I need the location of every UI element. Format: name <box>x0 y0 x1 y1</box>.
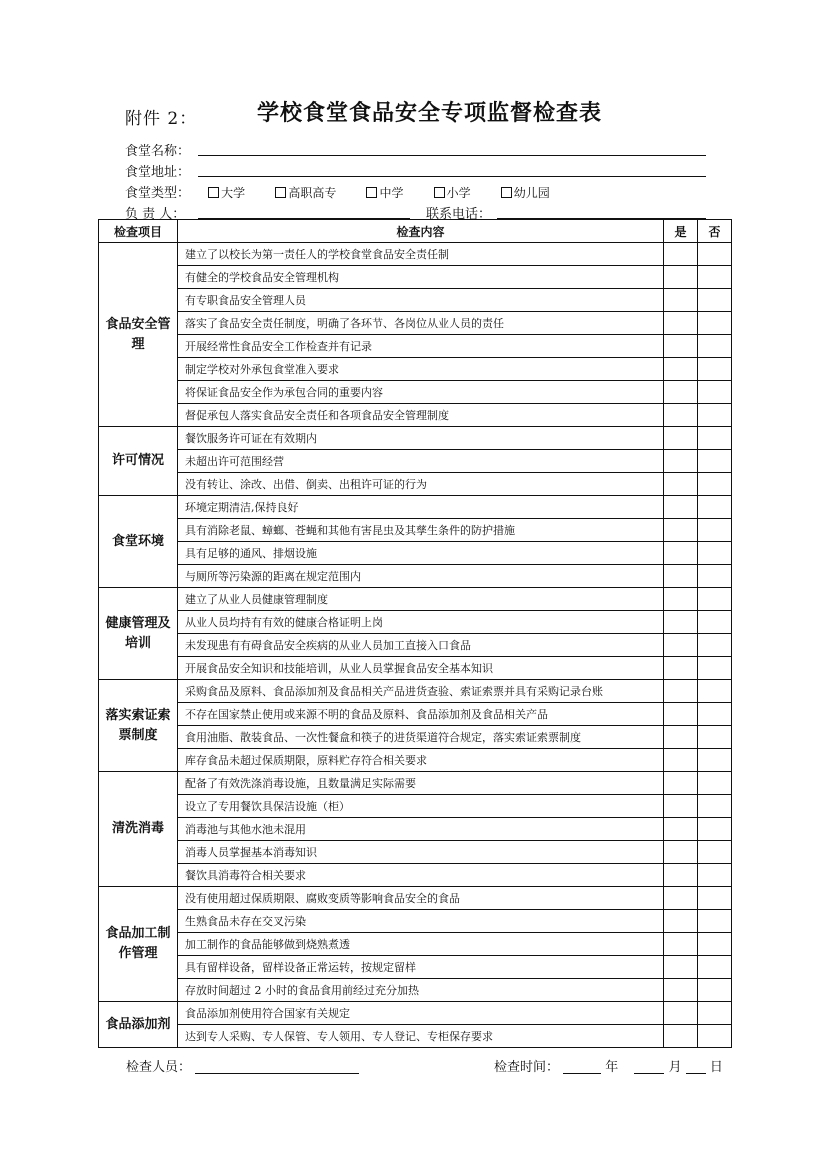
check-item: 存放时间超过 2 小时的食品食用前经过充分加热 <box>178 979 664 1002</box>
type-option-university[interactable]: 大学 <box>208 184 245 201</box>
yes-cell[interactable] <box>664 979 698 1002</box>
category-label: 食品添加剂 <box>105 1016 171 1032</box>
category-label: 食品加工制作管理 <box>105 926 171 961</box>
check-item: 食用油脂、散装食品、一次性餐盒和筷子的进货渠道符合规定，落实索证索票制度 <box>178 726 664 749</box>
no-cell[interactable] <box>698 335 732 358</box>
no-cell[interactable] <box>698 358 732 381</box>
phone-label: 联系电话： <box>426 207 492 222</box>
no-cell[interactable] <box>698 749 732 772</box>
check-item: 配备了有效洗涤消毒设施，且数量满足实际需要 <box>178 772 664 795</box>
table-row <box>99 519 732 542</box>
no-cell[interactable] <box>698 933 732 956</box>
table-row <box>99 266 732 289</box>
no-cell[interactable] <box>698 519 732 542</box>
yes-cell[interactable] <box>664 473 698 496</box>
check-item: 没有使用超过保质期限、腐败变质等影响食品安全的食品 <box>178 887 664 910</box>
month-field[interactable] <box>634 1059 664 1074</box>
yes-cell[interactable] <box>664 496 698 519</box>
yes-cell[interactable] <box>664 634 698 657</box>
check-item: 有专职食品安全管理人员 <box>178 289 664 312</box>
check-item: 落实了食品安全责任制度，明确了各环节、各岗位从业人员的责任 <box>178 312 664 335</box>
check-item: 从业人员均持有有效的健康合格证明上岗 <box>178 611 664 634</box>
check-item: 设立了专用餐饮具保洁设施（柜） <box>178 795 664 818</box>
check-item: 不存在国家禁止使用或来源不明的食品及原料、食品添加剂及食品相关产品 <box>178 703 664 726</box>
phone-field[interactable] <box>497 204 706 219</box>
person-label: 负 责 人： <box>125 207 186 222</box>
category-cell <box>99 588 178 680</box>
yes-cell[interactable] <box>664 335 698 358</box>
check-item: 开展食品安全知识和技能培训，从业人员掌握食品安全基本知识 <box>178 657 664 680</box>
category-label: 食堂环境 <box>111 533 164 549</box>
no-cell[interactable] <box>698 450 732 473</box>
table-row <box>99 795 732 818</box>
check-item: 建立了从业人员健康管理制度 <box>178 588 664 611</box>
attachment-label: 附件 2： <box>125 109 198 129</box>
checkbox-icon <box>501 187 512 198</box>
no-cell[interactable] <box>698 542 732 565</box>
person-field[interactable] <box>198 204 410 219</box>
table-row <box>99 565 732 588</box>
no-cell[interactable] <box>698 910 732 933</box>
no-cell[interactable] <box>698 565 732 588</box>
table-row <box>99 1025 732 1048</box>
checkbox-icon <box>208 187 219 198</box>
table-row <box>99 450 732 473</box>
check-item: 采购食品及原料、食品添加剂及食品相关产品进货查验、索证索票并具有采购记录台账 <box>178 680 664 703</box>
check-item: 消毒池与其他水池未混用 <box>178 818 664 841</box>
table-row <box>99 680 732 703</box>
table-row <box>99 473 732 496</box>
no-cell[interactable] <box>698 1002 732 1025</box>
no-cell[interactable] <box>698 726 732 749</box>
header-yes: 是 <box>664 220 698 243</box>
yes-cell[interactable] <box>664 450 698 473</box>
no-cell[interactable] <box>698 956 732 979</box>
no-cell[interactable] <box>698 864 732 887</box>
check-item: 加工制作的食品能够做到烧熟煮透 <box>178 933 664 956</box>
year-field[interactable] <box>563 1059 601 1074</box>
table-row <box>99 404 732 427</box>
yes-cell[interactable] <box>664 565 698 588</box>
check-item: 建立了以校长为第一责任人的学校食堂食品安全责任制 <box>178 243 664 266</box>
table-row <box>99 427 732 450</box>
table-row <box>99 657 732 680</box>
check-item: 未发现患有有碍食品安全疾病的从业人员加工直接入口食品 <box>178 634 664 657</box>
no-cell[interactable] <box>698 680 732 703</box>
table-row <box>99 956 732 979</box>
yes-cell[interactable] <box>664 795 698 818</box>
table-row <box>99 312 732 335</box>
checkbox-icon <box>275 187 286 198</box>
table-row <box>99 749 732 772</box>
no-cell[interactable] <box>698 289 732 312</box>
inspection-time-row <box>494 1056 723 1075</box>
year-label: 年 <box>605 1060 619 1075</box>
no-cell[interactable] <box>698 818 732 841</box>
category-cell <box>99 887 178 1002</box>
yes-cell[interactable] <box>664 703 698 726</box>
category-label: 落实索证索票制度 <box>105 707 171 743</box>
yes-cell[interactable] <box>664 358 698 381</box>
table-row <box>99 588 732 611</box>
table-row <box>99 335 732 358</box>
yes-cell[interactable] <box>664 519 698 542</box>
table-row <box>99 841 732 864</box>
yes-cell[interactable] <box>664 841 698 864</box>
no-cell[interactable] <box>698 243 732 266</box>
yes-cell[interactable] <box>664 749 698 772</box>
check-item: 生熟食品未存在交叉污染 <box>178 910 664 933</box>
yes-cell[interactable] <box>664 864 698 887</box>
yes-cell[interactable] <box>664 266 698 289</box>
checkbox-icon <box>434 187 445 198</box>
no-cell[interactable] <box>698 473 732 496</box>
category-cell <box>99 680 178 772</box>
table-row <box>99 634 732 657</box>
check-item: 消毒人员掌握基本消毒知识 <box>178 841 664 864</box>
category-label: 食品安全管理 <box>105 316 171 352</box>
yes-cell[interactable] <box>664 818 698 841</box>
type-option-kindergarten[interactable]: 幼儿园 <box>501 184 550 201</box>
inspector-row <box>126 1056 359 1075</box>
no-cell[interactable] <box>698 772 732 795</box>
table-row <box>99 542 732 565</box>
table-header-row <box>99 220 732 243</box>
time-label: 检查时间： <box>494 1060 560 1075</box>
canteen-type-label: 食堂类型： <box>125 186 191 201</box>
no-cell[interactable] <box>698 979 732 1002</box>
check-item: 餐饮服务许可证在有效期内 <box>178 427 664 450</box>
check-item: 具有留样设备，留样设备正常运转，按规定留样 <box>178 956 664 979</box>
no-cell[interactable] <box>698 427 732 450</box>
yes-cell[interactable] <box>664 312 698 335</box>
yes-cell[interactable] <box>664 680 698 703</box>
yes-cell[interactable] <box>664 243 698 266</box>
yes-cell[interactable] <box>664 542 698 565</box>
no-cell[interactable] <box>698 404 732 427</box>
check-item: 制定学校对外承包食堂准入要求 <box>178 358 664 381</box>
table-row <box>99 864 732 887</box>
table-row <box>99 1002 732 1025</box>
yes-cell[interactable] <box>664 289 698 312</box>
yes-cell[interactable] <box>664 956 698 979</box>
table-row <box>99 381 732 404</box>
day-label: 日 <box>709 1060 723 1075</box>
category-cell <box>99 496 178 588</box>
check-item: 未超出许可范围经营 <box>178 450 664 473</box>
yes-cell[interactable] <box>664 1002 698 1025</box>
no-cell[interactable] <box>698 795 732 818</box>
category-label: 健康管理及培训 <box>105 615 171 651</box>
no-cell[interactable] <box>698 266 732 289</box>
no-cell[interactable] <box>698 657 732 680</box>
no-cell[interactable] <box>698 841 732 864</box>
check-item: 达到专人采购、专人保管、专人领用、专人登记、专柜保存要求 <box>178 1025 664 1048</box>
yes-cell[interactable] <box>664 588 698 611</box>
day-field[interactable] <box>686 1059 706 1074</box>
no-cell[interactable] <box>698 312 732 335</box>
check-item: 督促承包人落实食品安全责任和各项食品安全管理制度 <box>178 404 664 427</box>
table-row <box>99 772 732 795</box>
table-row <box>99 818 732 841</box>
check-item: 有健全的学校食品安全管理机构 <box>178 266 664 289</box>
canteen-name-label: 食堂名称： <box>125 144 191 159</box>
no-cell[interactable] <box>698 1025 732 1048</box>
table-row <box>99 910 732 933</box>
yes-cell[interactable] <box>664 910 698 933</box>
header-content: 检查内容 <box>178 220 664 243</box>
no-cell[interactable] <box>698 381 732 404</box>
yes-cell[interactable] <box>664 381 698 404</box>
no-cell[interactable] <box>698 496 732 519</box>
yes-cell[interactable] <box>664 657 698 680</box>
yes-cell[interactable] <box>664 611 698 634</box>
canteen-name-field[interactable] <box>198 141 706 156</box>
canteen-type-row <box>125 182 576 201</box>
yes-cell[interactable] <box>664 404 698 427</box>
canteen-address-row <box>125 161 190 180</box>
check-item: 具有足够的通风、排烟设施 <box>178 542 664 565</box>
canteen-address-label: 食堂地址： <box>125 165 191 180</box>
yes-cell[interactable] <box>664 772 698 795</box>
check-item: 与厕所等污染源的距离在规定范围内 <box>178 565 664 588</box>
category-cell <box>99 1002 178 1048</box>
category-label: 清洗消毒 <box>111 821 164 836</box>
check-item: 环境定期清洁,保持良好 <box>178 496 664 519</box>
table-row <box>99 611 732 634</box>
inspector-label: 检查人员： <box>126 1060 192 1075</box>
header-no: 否 <box>698 220 732 243</box>
check-item: 餐饮具消毒符合相关要求 <box>178 864 664 887</box>
canteen-name-row <box>125 140 190 159</box>
header <box>125 96 725 132</box>
table-row <box>99 979 732 1002</box>
no-cell[interactable] <box>698 703 732 726</box>
check-item: 将保证食品安全作为承包合同的重要内容 <box>178 381 664 404</box>
yes-cell[interactable] <box>664 887 698 910</box>
table-row <box>99 703 732 726</box>
yes-cell[interactable] <box>664 726 698 749</box>
table-row <box>99 243 732 266</box>
check-item: 库存食品未超过保质期限，原料贮存符合相关要求 <box>178 749 664 772</box>
yes-cell[interactable] <box>664 427 698 450</box>
type-option-middle-school[interactable]: 中学 <box>366 184 403 201</box>
inspector-field[interactable] <box>195 1059 359 1074</box>
no-cell[interactable] <box>698 611 732 634</box>
type-option-primary-school[interactable]: 小学 <box>434 184 471 201</box>
table-row <box>99 726 732 749</box>
header-category: 检查项目 <box>99 220 178 243</box>
yes-cell[interactable] <box>664 933 698 956</box>
check-item: 具有消除老鼠、蟑螂、苍蝇和其他有害昆虫及其孳生条件的防护措施 <box>178 519 664 542</box>
table-row <box>99 496 732 519</box>
checkbox-icon <box>366 187 377 198</box>
table-row <box>99 933 732 956</box>
category-cell <box>99 427 178 496</box>
table-row <box>99 358 732 381</box>
check-item: 没有转让、涂改、出借、倒卖、出租许可证的行为 <box>178 473 664 496</box>
check-item: 食品添加剂使用符合国家有关规定 <box>178 1002 664 1025</box>
type-option-vocational[interactable]: 高职高专 <box>275 184 336 201</box>
month-label: 月 <box>668 1060 682 1075</box>
no-cell[interactable] <box>698 887 732 910</box>
category-cell <box>99 772 178 887</box>
no-cell[interactable] <box>698 634 732 657</box>
page-title: 学校食堂食品安全专项监督检查表 <box>257 101 603 126</box>
category-label: 许可情况 <box>111 453 164 468</box>
table-row <box>99 887 732 910</box>
category-cell <box>99 243 178 427</box>
yes-cell[interactable] <box>664 1025 698 1048</box>
canteen-address-field[interactable] <box>198 162 706 177</box>
table-row <box>99 289 732 312</box>
inspection-table <box>98 219 732 1048</box>
table-body <box>99 243 732 1048</box>
check-item: 开展经常性食品安全工作检查并有记录 <box>178 335 664 358</box>
no-cell[interactable] <box>698 588 732 611</box>
